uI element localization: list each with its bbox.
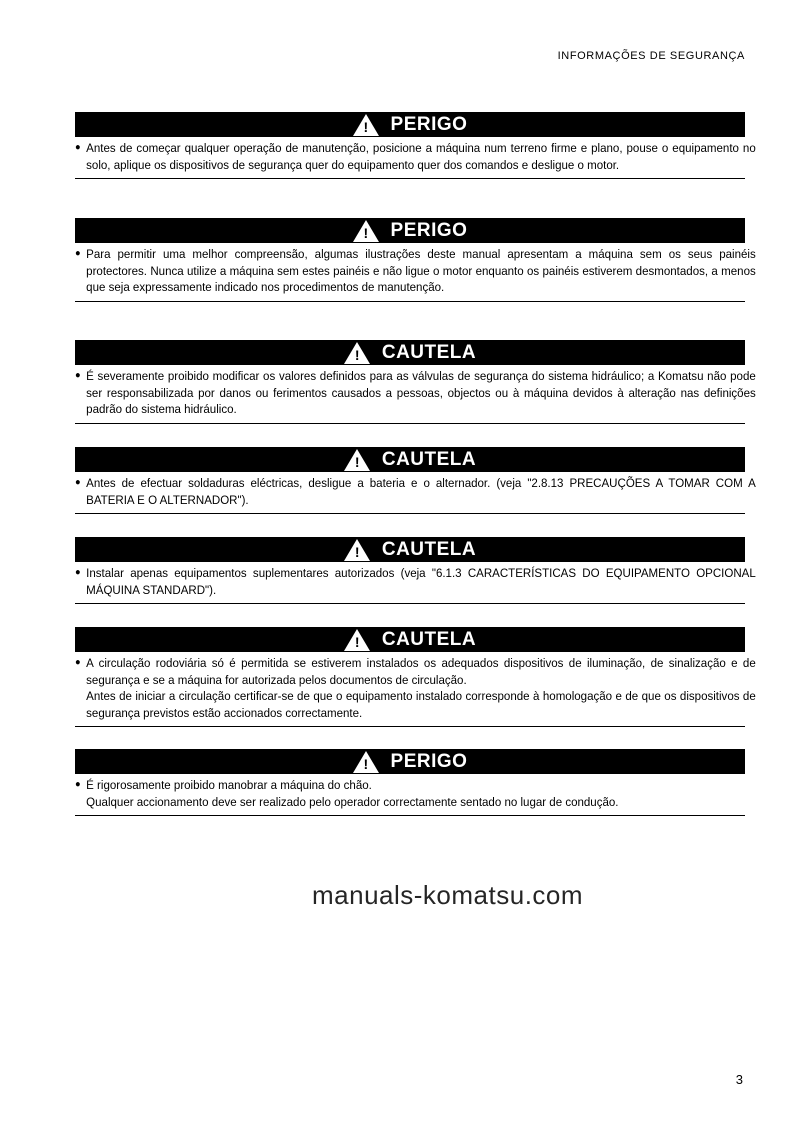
bullet-icon: ●: [75, 567, 81, 578]
notice-body: [75, 365, 756, 423]
notice-text: É rigorosamente proibido manobrar a máquina do chão.: [86, 778, 372, 792]
notice-label: PERIGO: [390, 113, 468, 135]
warning-icon: !: [344, 449, 370, 471]
notice-header: [75, 749, 745, 774]
notice-body: [75, 562, 756, 603]
divider: [75, 301, 745, 302]
notice-body: [75, 472, 756, 513]
notice-header: [75, 218, 745, 243]
notice-text: É severamente proibido modificar os valores definidos para as válvulas de segurança do sistema hidráulico; a Komatsu não pode ser responsabilizada por danos ou ferimentos causados a pessoas, objectos ou à máquina devidos à alteração nas definições padrão do sistema hidráulico.: [86, 369, 756, 416]
bullet-icon: ●: [75, 779, 81, 790]
notice-header: [75, 340, 745, 365]
running-header: INFORMAÇÕES DE SEGURANÇA: [557, 50, 745, 62]
safety-notice-perigo: [75, 749, 745, 816]
notice-label: CAUTELA: [381, 628, 477, 650]
notice-label: PERIGO: [390, 219, 468, 241]
page-number: 3: [735, 1072, 743, 1087]
notice-text: A circulação rodoviária só é permitida se estiverem instalados os adequados dispositivos de iluminação, de sinalização e de segurança e se a máquina for autorizada pelos documentos de circulação.: [86, 656, 756, 687]
notice-text: Para permitir uma melhor compreensão, algumas ilustrações deste manual apresentam a máquina sem os seus painéis protectores. Nunca utilize a máquina sem estes painéis e não ligue o motor enquanto os painéis estiverem desmontados, a menos que seja expressamente indicado nos procedimentos de manutenção.: [86, 247, 756, 294]
warning-icon: !: [344, 342, 370, 364]
warning-icon: !: [353, 114, 379, 136]
notice-text: Instalar apenas equipamentos suplementares autorizados (veja "6.1.3 CARACTERÍSTICAS DO EQUIPAMENTO OPCIONAL MÁQUINA STANDARD").: [86, 566, 756, 597]
notice-header: [75, 627, 745, 652]
divider: [75, 603, 745, 604]
watermark: manuals-komatsu.com: [312, 880, 584, 910]
safety-notice-cautela: [75, 447, 756, 514]
notice-text: Antes de efectuar soldaduras eléctricas, desligue a bateria e o alternador. (veja "2.8.13 PRECAUÇÕES A TOMAR COM A BATERIA E O ALTERNADOR").: [86, 476, 756, 507]
notice-header: [75, 537, 745, 562]
safety-notice-cautela: [75, 627, 756, 727]
bullet-icon: ●: [75, 657, 81, 668]
divider: [75, 178, 745, 179]
safety-notice-cautela: [75, 537, 756, 604]
notice-label: CAUTELA: [381, 448, 477, 470]
bullet-icon: ●: [75, 142, 81, 153]
warning-icon: !: [353, 751, 379, 773]
notice-header: [75, 447, 745, 472]
safety-notice-cautela: [75, 340, 756, 424]
warning-icon: !: [344, 629, 370, 651]
divider: [75, 726, 745, 727]
notice-text: Qualquer accionamento deve ser realizado pelo operador correctamente sentado no lugar de condução.: [86, 794, 619, 809]
notice-body: [75, 774, 756, 815]
notice-body: [75, 137, 756, 178]
divider: [75, 815, 745, 816]
divider: [75, 423, 745, 424]
bullet-icon: ●: [75, 248, 81, 259]
notice-text: Antes de começar qualquer operação de manutenção, posicione a máquina num terreno firme e plano, pouse o equipamento no solo, aplique os dispositivos de segurança quer do equipamento quer dos comandos e desligue o motor.: [86, 141, 756, 172]
safety-notice-perigo: [75, 112, 756, 179]
bullet-icon: ●: [75, 370, 81, 381]
notice-header: [75, 112, 745, 137]
notice-label: CAUTELA: [381, 341, 477, 363]
notice-body: [75, 243, 756, 301]
bullet-icon: ●: [75, 477, 81, 488]
notice-label: PERIGO: [390, 750, 468, 772]
safety-notice-perigo: [75, 218, 756, 302]
warning-icon: !: [344, 539, 370, 561]
warning-icon: !: [353, 220, 379, 242]
notice-label: CAUTELA: [381, 538, 477, 560]
notice-body: [75, 652, 756, 726]
notice-text: Antes de iniciar a circulação certificar-se de que o equipamento instalado corresponde à homologação e de que os dispositivos de segurança previstos estão accionados correctamente.: [86, 689, 756, 720]
divider: [75, 513, 745, 514]
